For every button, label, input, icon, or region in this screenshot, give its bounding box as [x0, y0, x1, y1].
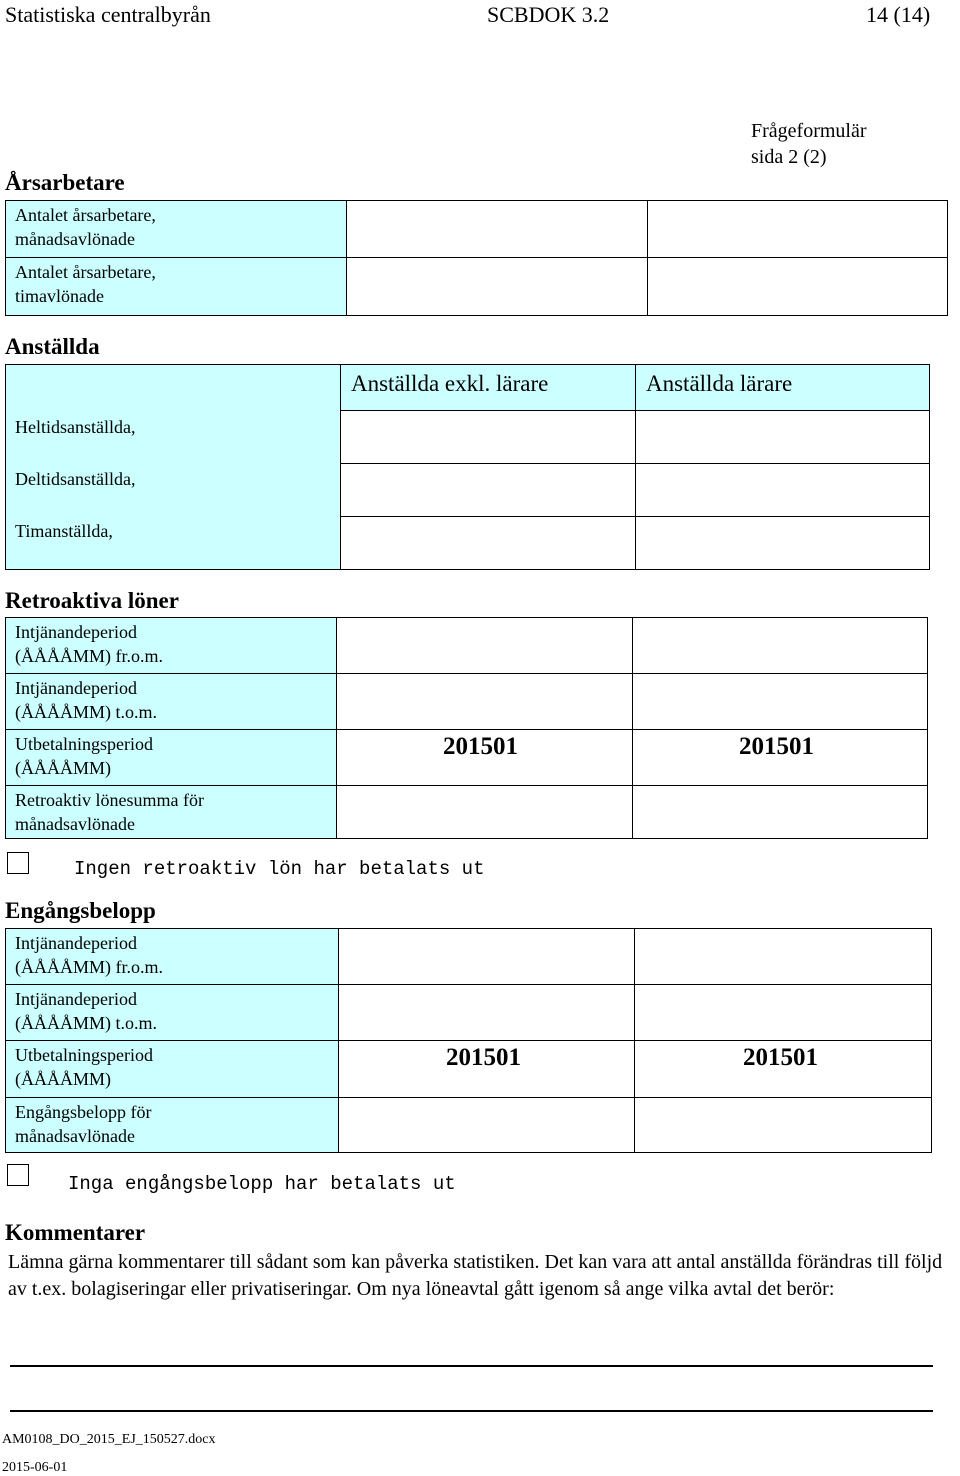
- retro-sum-input-1[interactable]: [336, 785, 633, 839]
- anstallda-row-timanstallda: Timanställda,: [15, 521, 113, 541]
- comment-line-2[interactable]: [10, 1410, 933, 1412]
- anstallda-col-header-1: Anställda exkl. lärare: [340, 364, 636, 411]
- engangs-label-from: Intjänandeperiod (ÅÅÅÅMM) fr.o.m.: [5, 928, 339, 985]
- retro-from-input-2[interactable]: [632, 617, 928, 674]
- no-retro-label: Ingen retroaktiv lön har betalats ut: [74, 858, 485, 880]
- anstallda-col-header-2: Anställda lärare: [635, 364, 930, 411]
- engangs-to-input-2[interactable]: [634, 984, 932, 1041]
- retro-title: Retroaktiva löner: [5, 588, 179, 613]
- form-info: [751, 118, 867, 170]
- heltid-input-larare[interactable]: [635, 410, 930, 464]
- engangs-title: Engångsbelopp: [5, 898, 156, 923]
- retro-to-input-2[interactable]: [632, 673, 928, 730]
- retro-payout-input-1[interactable]: [336, 729, 633, 786]
- arsarbetare-title: Årsarbetare: [5, 170, 125, 195]
- engangs-label-to: Intjänandeperiod (ÅÅÅÅMM) t.o.m.: [5, 984, 339, 1041]
- engangs-payout-value-1: 201501: [446, 1044, 521, 1071]
- engangs-label-amount: Engångsbelopp för månadsavlönade: [5, 1097, 339, 1153]
- no-engangs-checkbox[interactable]: [7, 1164, 29, 1186]
- comment-line-1[interactable]: [10, 1365, 933, 1367]
- kommentarer-text: Lämna gärna kommentarer till sådant som kan påverka statistiken. Det kan vara att antal anställda förändras till följd av t.ex. bolagiseringar eller privatiseringar. Om nya löneavtal gått igenom så ange vilka avtal det berör:: [8, 1251, 943, 1300]
- timanstallda-input-larare[interactable]: [635, 516, 930, 570]
- retro-payout-input-2[interactable]: [632, 729, 928, 786]
- arsarbetare-label-2: Antalet årsarbetare, timavlönade: [5, 257, 347, 316]
- arsarbetare-input-2a[interactable]: [346, 257, 648, 316]
- retro-label-from: Intjänandeperiod (ÅÅÅÅMM) fr.o.m.: [5, 617, 337, 674]
- arsarbetare-input-2b[interactable]: [647, 257, 948, 316]
- deltid-input-exkl[interactable]: [340, 463, 636, 517]
- kommentarer-title: Kommentarer: [5, 1220, 146, 1245]
- anstallda-label-column: [5, 364, 341, 570]
- retro-label-to: Intjänandeperiod (ÅÅÅÅMM) t.o.m.: [5, 673, 337, 730]
- engangs-from-input-2[interactable]: [634, 928, 932, 985]
- footer-date: 2015-06-01: [2, 1460, 68, 1475]
- engangs-from-input-1[interactable]: [338, 928, 635, 985]
- arsarbetare-label-1: Antalet årsarbetare, månadsavlönade: [5, 200, 347, 258]
- timanstallda-input-exkl[interactable]: [340, 516, 636, 570]
- no-retro-checkbox[interactable]: [7, 852, 29, 874]
- arsarbetare-input-1b[interactable]: [647, 200, 948, 258]
- engangs-payout-value-2: 201501: [743, 1044, 818, 1071]
- arsarbetare-input-1a[interactable]: [346, 200, 648, 258]
- heltid-input-exkl[interactable]: [340, 410, 636, 464]
- retro-from-input-1[interactable]: [336, 617, 633, 674]
- engangs-to-input-1[interactable]: [338, 984, 635, 1041]
- retro-sum-input-2[interactable]: [632, 785, 928, 839]
- anstallda-row-heltid: Heltidsanställda,: [15, 417, 136, 437]
- deltid-input-larare[interactable]: [635, 463, 930, 517]
- retro-payout-value-2: 201501: [739, 733, 814, 760]
- retro-payout-value-1: 201501: [443, 733, 518, 760]
- org-name: Statistiska centralbyrån: [5, 2, 211, 27]
- form-info-line1: Frågeformulär: [751, 120, 867, 142]
- retro-label-sum: Retroaktiv lönesumma för månadsavlönade: [5, 785, 337, 839]
- form-info-line2: sida 2 (2): [751, 146, 827, 168]
- engangs-amount-input-1[interactable]: [338, 1097, 635, 1153]
- retro-label-payout: Utbetalningsperiod (ÅÅÅÅMM): [5, 729, 337, 786]
- engangs-amount-input-2[interactable]: [634, 1097, 932, 1153]
- engangs-label-payout: Utbetalningsperiod (ÅÅÅÅMM): [5, 1040, 339, 1098]
- doc-code: SCBDOK 3.2: [487, 2, 610, 27]
- engangs-payout-input-2[interactable]: [634, 1040, 932, 1098]
- retro-to-input-1[interactable]: [336, 673, 633, 730]
- anstallda-title: Anställda: [5, 334, 100, 359]
- anstallda-row-deltid: Deltidsanställda,: [15, 469, 136, 489]
- no-engangs-label: Inga engångsbelopp har betalats ut: [68, 1173, 456, 1195]
- footer-filename: AM0108_DO_2015_EJ_150527.docx: [2, 1432, 216, 1447]
- engangs-payout-input-1[interactable]: [338, 1040, 635, 1098]
- page-number: 14 (14): [866, 2, 931, 27]
